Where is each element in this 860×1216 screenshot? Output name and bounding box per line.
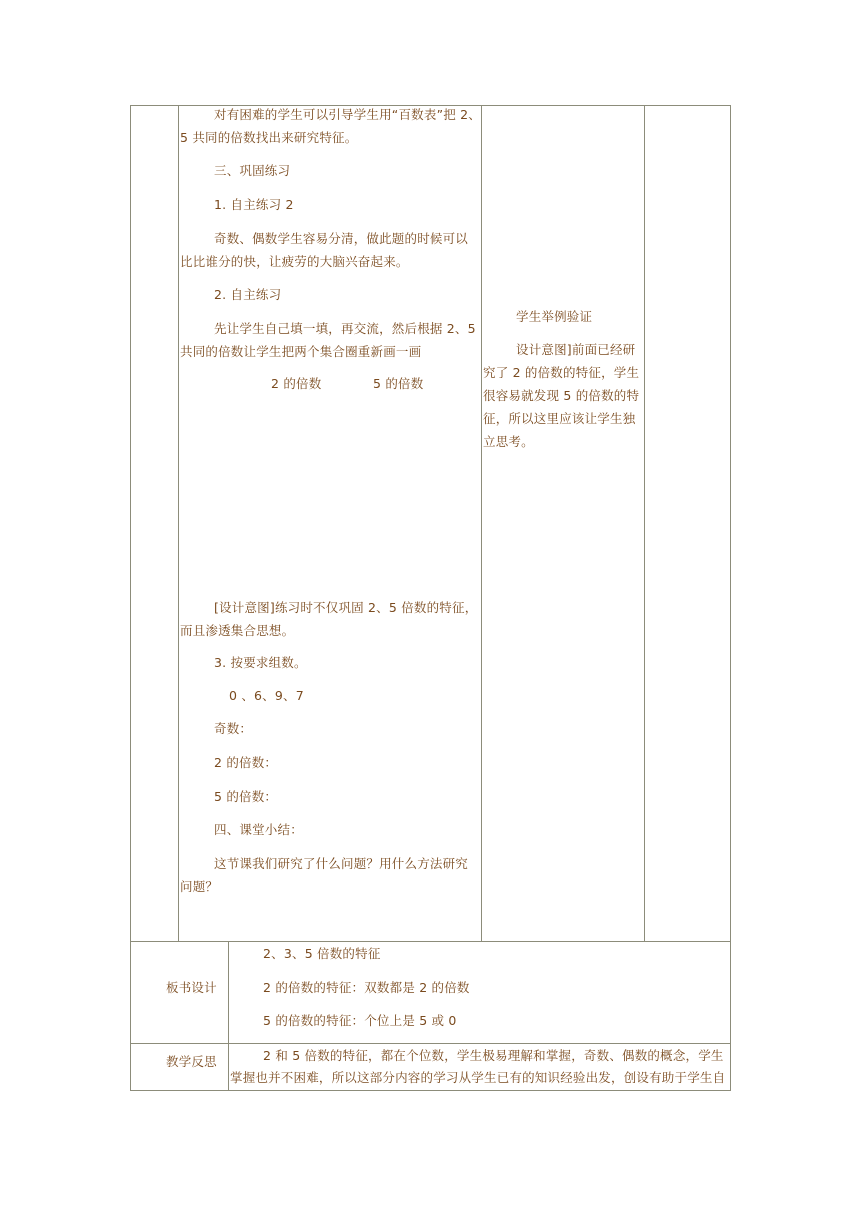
exercise-title: 3. 按要求组数。 — [214, 655, 307, 670]
table-left-border — [130, 105, 131, 1091]
set-label-2: 2 的倍数 — [271, 376, 322, 391]
student-design-line: 很容易就发现 5 的倍数的特 — [483, 388, 640, 403]
table-bottom-border — [130, 1090, 731, 1091]
col-divider-3 — [644, 105, 645, 942]
student-design-line: 设计意图]前面已经研 — [516, 342, 636, 357]
multiple-5-label: 5 的倍数： — [214, 789, 278, 804]
paragraph-line: 比比谁分的快，让疲劳的大脑兴奋起来。 — [180, 254, 409, 269]
paragraph-line: 共同的倍数让学生把两个集合圈重新画一画 — [180, 344, 422, 359]
table-right-border — [730, 105, 731, 1091]
reflection-line: 掌握也并不困难，所以这部分内容的学习从学生已有的知识经验出发，创设有助于学生自 — [230, 1070, 726, 1085]
board-line: 2 的倍数的特征：双数都是 2 的倍数 — [263, 980, 470, 995]
paragraph-line: 5 共同的倍数找出来研究特征。 — [180, 130, 358, 145]
student-design-line: 究了 2 的倍数的特征，学生 — [483, 365, 640, 380]
col-divider-1 — [178, 105, 179, 942]
row-divider-reflection — [130, 1043, 731, 1044]
paragraph-line: 先让学生自己填一填，再交流，然后根据 2、5 — [214, 321, 476, 336]
paragraph-line: 这节课我们研究了什么问题？用什么方法研究 — [214, 856, 469, 871]
exercise-title: 1. 自主练习 2 — [214, 197, 294, 212]
section-heading: 四、课堂小结： — [214, 822, 303, 837]
set-label-5: 5 的倍数 — [373, 376, 424, 391]
board-line: 2、3、5 倍数的特征 — [263, 946, 381, 961]
col-divider-label — [228, 941, 229, 1091]
reflection-label: 教学反思 — [166, 1054, 217, 1069]
paragraph-line: 问题？ — [180, 879, 219, 894]
multiple-2-label: 2 的倍数： — [214, 755, 278, 770]
col-divider-2 — [481, 105, 482, 942]
paragraph-line: 对有困难的学生可以引导学生用“百数表”把 2、 — [214, 107, 481, 122]
digits-line: 0 、6、9、7 — [229, 688, 304, 703]
odd-label: 奇数： — [214, 721, 253, 736]
board-design-label: 板书设计 — [166, 980, 217, 995]
exercise-title: 2. 自主练习 — [214, 287, 282, 302]
student-design-line: 立思考。 — [483, 434, 534, 449]
paragraph-line: 而且渗透集合思想。 — [180, 623, 295, 638]
paragraph-line: 奇数、偶数学生容易分清，做此题的时候可以 — [214, 231, 469, 246]
paragraph-line: [设计意图]练习时不仅巩固 2、5 倍数的特征， — [214, 600, 478, 615]
row-divider-board — [130, 941, 731, 942]
student-verify-text: 学生举例验证 — [516, 309, 593, 324]
student-design-line: 征，所以这里应该让学生独 — [483, 411, 636, 426]
board-line: 5 的倍数的特征：个位上是 5 或 0 — [263, 1013, 457, 1028]
section-heading: 三、巩固练习 — [214, 163, 291, 178]
reflection-line: 2 和 5 倍数的特征，都在个位数，学生极易理解和掌握，奇数、偶数的概念，学生 — [263, 1048, 724, 1063]
